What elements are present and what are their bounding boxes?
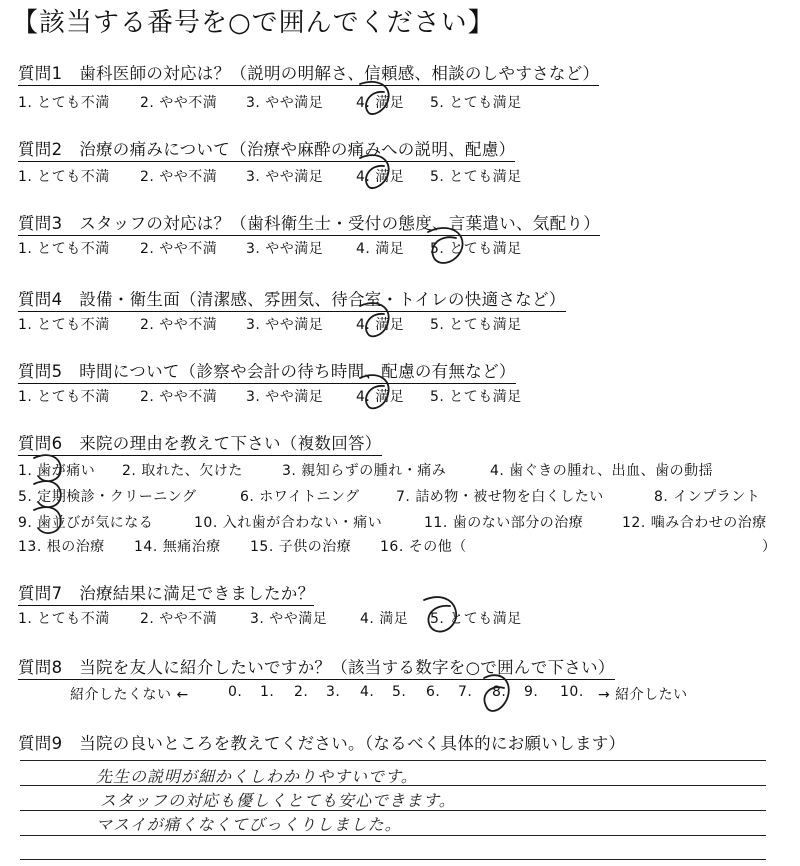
- q7-option-2[interactable]: 2. やや不満: [140, 611, 218, 627]
- q7-option-4[interactable]: 4. 満足: [360, 611, 409, 627]
- question-5-title: 質問5 時間について（診察や会計の待ち時間、配慮の有無など）: [18, 358, 516, 384]
- q7-option-3[interactable]: 3. やや満足: [250, 611, 328, 627]
- q8-score-0[interactable]: 0.: [228, 684, 243, 700]
- q7-option-5[interactable]: 5. とても満足: [430, 611, 522, 627]
- q6-option-11[interactable]: 11. 歯のない部分の治療: [424, 515, 584, 531]
- q5-option-1[interactable]: 1. とても不満: [18, 389, 110, 405]
- q8-score-6[interactable]: 6.: [426, 684, 441, 700]
- q8-score-3[interactable]: 3.: [326, 684, 341, 700]
- q7-option-1[interactable]: 1. とても不満: [18, 611, 110, 627]
- q3-option-5[interactable]: 5. とても満足: [430, 241, 522, 257]
- q8-score-10[interactable]: 10.: [560, 684, 584, 700]
- q3-option-2[interactable]: 2. やや不満: [140, 241, 218, 257]
- q9-answer-line-2[interactable]: スタッフの対応も優しくとても安心できます。: [100, 791, 456, 810]
- q2-option-2[interactable]: 2. やや不満: [140, 169, 218, 185]
- q6-option-2[interactable]: 2. 取れた、欠けた: [122, 463, 243, 479]
- q6-option-14[interactable]: 14. 無痛治療: [134, 539, 221, 555]
- answer-line-1: [20, 760, 766, 761]
- question-3-title: 質問3 スタッフの対応は？（歯科衛生士・受付の態度、言葉遣い、気配り）: [18, 210, 600, 236]
- q8-score-1[interactable]: 1.: [260, 684, 275, 700]
- q4-option-5[interactable]: 5. とても満足: [430, 317, 522, 333]
- q6-option-9[interactable]: 9. 歯並びが気になる: [18, 515, 154, 531]
- q6-option-5[interactable]: 5. 定期検診・クリーニング: [18, 489, 197, 505]
- q1-option-1[interactable]: 1. とても不満: [18, 95, 110, 111]
- q8-score-2[interactable]: 2.: [294, 684, 309, 700]
- q9-answer-line-1[interactable]: 先生の説明が細かくしわかりやすいです。: [96, 767, 418, 786]
- q1-option-5[interactable]: 5. とても満足: [430, 95, 522, 111]
- q1-option-4[interactable]: 4. 満足: [356, 95, 405, 111]
- question-7-title: 質問7 治療結果に満足できましたか？: [18, 580, 314, 606]
- q5-option-5[interactable]: 5. とても満足: [430, 389, 522, 405]
- q8-left-label: 紹介したくない ←: [70, 687, 189, 703]
- question-2-title: 質問2 治療の痛みについて（治療や麻酔の痛みへの説明、配慮）: [18, 136, 515, 162]
- q6-other-close: ）: [762, 539, 777, 555]
- question-8-title: 質問8 当院を友人に紹介したいですか？（該当する数字を○で囲んで下さい）: [18, 654, 615, 680]
- question-6-title: 質問6 来院の理由を教えて下さい（複数回答）: [18, 430, 382, 456]
- q9-answer-line-3[interactable]: マスイが痛くなくてびっくりしました。: [96, 815, 402, 834]
- instruction-header: 【該当する番号を○で囲んでください】: [12, 8, 495, 38]
- q4-option-1[interactable]: 1. とても不満: [18, 317, 110, 333]
- q8-score-5[interactable]: 5.: [392, 684, 407, 700]
- q8-score-4[interactable]: 4.: [360, 684, 375, 700]
- q4-option-4[interactable]: 4. 満足: [356, 317, 405, 333]
- q2-option-1[interactable]: 1. とても不満: [18, 169, 110, 185]
- q6-option-15[interactable]: 15. 子供の治療: [250, 539, 352, 555]
- q4-option-3[interactable]: 3. やや満足: [246, 317, 324, 333]
- q6-option-13[interactable]: 13. 根の治療: [18, 539, 105, 555]
- q6-option-12[interactable]: 12. 噛み合わせの治療: [622, 515, 767, 531]
- q8-score-7[interactable]: 7.: [458, 684, 473, 700]
- q6-option-16[interactable]: 16. その他（: [380, 539, 467, 555]
- q2-option-5[interactable]: 5. とても満足: [430, 169, 522, 185]
- question-9-title: 質問9 当院の良いところを教えてください。（なるべく具体的にお願いします）: [18, 734, 626, 753]
- q6-option-4[interactable]: 4. 歯ぐきの腫れ、出血、歯の動揺: [490, 463, 714, 479]
- q5-option-4[interactable]: 4. 満足: [356, 389, 405, 405]
- q8-score-9[interactable]: 9.: [524, 684, 539, 700]
- q6-option-3[interactable]: 3. 親知らずの腫れ・痛み: [282, 463, 447, 479]
- q3-option-1[interactable]: 1. とても不満: [18, 241, 110, 257]
- q3-option-3[interactable]: 3. やや満足: [246, 241, 324, 257]
- q6-option-6[interactable]: 6. ホワイトニング: [240, 489, 360, 505]
- q6-option-8[interactable]: 8. インプラント: [654, 489, 761, 505]
- q1-option-2[interactable]: 2. やや不満: [140, 95, 218, 111]
- q6-option-7[interactable]: 7. 詰め物・被せ物を白くしたい: [396, 489, 604, 505]
- q2-option-3[interactable]: 3. やや満足: [246, 169, 324, 185]
- q4-option-2[interactable]: 2. やや不満: [140, 317, 218, 333]
- q6-option-10[interactable]: 10. 入れ歯が合わない・痛い: [194, 515, 383, 531]
- q8-score-8[interactable]: 8.: [492, 684, 507, 700]
- q5-option-2[interactable]: 2. やや不満: [140, 389, 218, 405]
- q6-option-1[interactable]: 1. 歯が痛い: [18, 463, 96, 479]
- q2-option-4[interactable]: 4. 満足: [356, 169, 405, 185]
- q8-right-label: → 紹介したい: [598, 687, 688, 703]
- answer-line-4: [20, 835, 766, 836]
- q5-option-3[interactable]: 3. やや満足: [246, 389, 324, 405]
- q1-option-3[interactable]: 3. やや満足: [246, 95, 324, 111]
- question-4-title: 質問4 設備・衛生面（清潔感、雰囲気、待合室・トイレの快適さなど）: [18, 286, 566, 312]
- answer-line-5: [20, 859, 766, 860]
- question-1-title: 質問1 歯科医師の対応は？（説明の明解さ、信頼感、相談のしやすさなど）: [18, 60, 599, 86]
- q3-option-4[interactable]: 4. 満足: [356, 241, 405, 257]
